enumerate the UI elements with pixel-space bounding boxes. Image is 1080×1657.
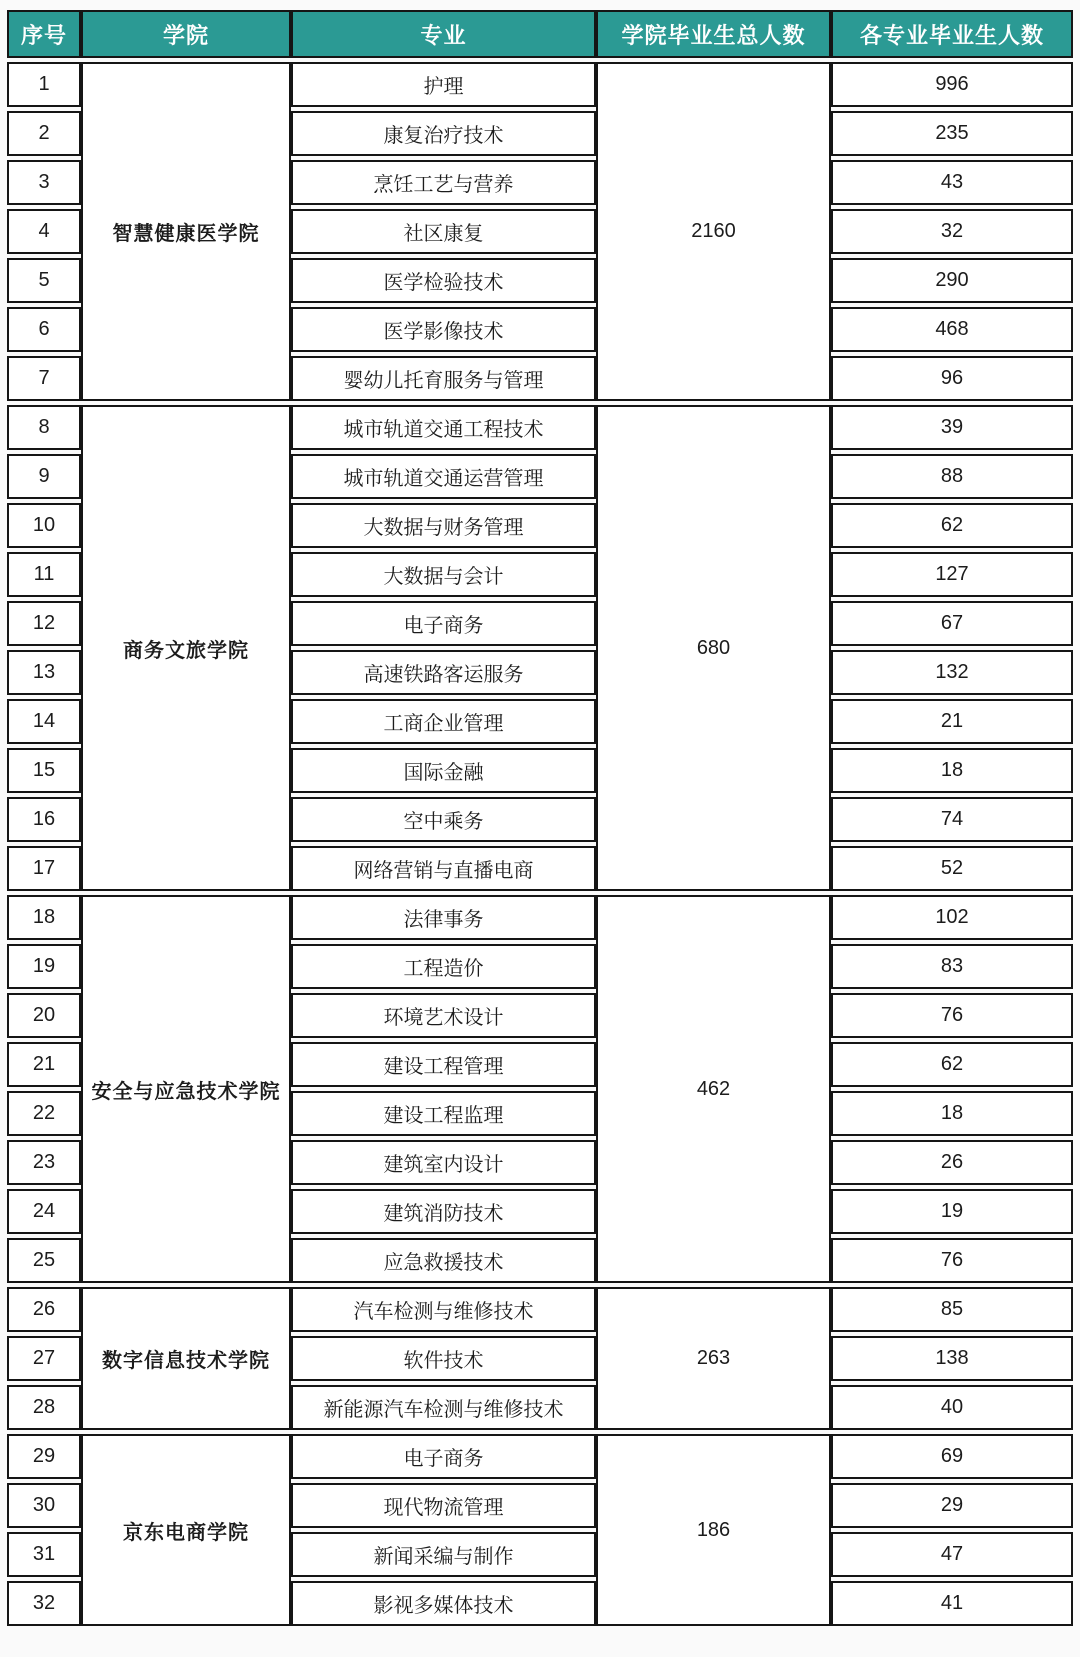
major-cell: 新能源汽车检测与维修技术 (291, 1385, 596, 1430)
major-cell: 护理 (291, 62, 596, 107)
table-row (7, 62, 1073, 107)
major-count-cell: 235 (831, 111, 1073, 156)
major-count-cell: 290 (831, 258, 1073, 303)
row-number-cell: 30 (7, 1483, 81, 1528)
major-count-cell: 47 (831, 1532, 1073, 1577)
row-number-cell: 7 (7, 356, 81, 401)
major-cell: 大数据与财务管理 (291, 503, 596, 548)
row-number-cell: 16 (7, 797, 81, 842)
header-row (7, 10, 1073, 58)
major-count-cell: 18 (831, 1091, 1073, 1136)
major-cell: 空中乘务 (291, 797, 596, 842)
major-cell: 医学检验技术 (291, 258, 596, 303)
row-number-cell: 2 (7, 111, 81, 156)
row-number-cell: 25 (7, 1238, 81, 1283)
header-college: 学院 (81, 10, 291, 58)
row-number-cell: 18 (7, 895, 81, 940)
major-count-cell: 69 (831, 1434, 1073, 1479)
major-cell: 大数据与会计 (291, 552, 596, 597)
major-cell: 高速铁路客运服务 (291, 650, 596, 695)
major-count-cell: 88 (831, 454, 1073, 499)
major-cell: 汽车检测与维修技术 (291, 1287, 596, 1332)
major-cell: 应急救援技术 (291, 1238, 596, 1283)
major-count-cell: 18 (831, 748, 1073, 793)
major-count-cell: 40 (831, 1385, 1073, 1430)
college-total-cell: 263 (596, 1287, 831, 1430)
major-cell: 建设工程监理 (291, 1091, 596, 1136)
major-cell: 社区康复 (291, 209, 596, 254)
table-header (7, 10, 1073, 58)
major-count-cell: 76 (831, 1238, 1073, 1283)
row-number-cell: 3 (7, 160, 81, 205)
major-cell: 城市轨道交通运营管理 (291, 454, 596, 499)
major-count-cell: 19 (831, 1189, 1073, 1234)
major-count-cell: 76 (831, 993, 1073, 1038)
major-count-cell: 83 (831, 944, 1073, 989)
row-number-cell: 11 (7, 552, 81, 597)
major-cell: 建筑室内设计 (291, 1140, 596, 1185)
row-number-cell: 15 (7, 748, 81, 793)
row-number-cell: 10 (7, 503, 81, 548)
row-number-cell: 19 (7, 944, 81, 989)
major-count-cell: 26 (831, 1140, 1073, 1185)
major-count-cell: 32 (831, 209, 1073, 254)
major-count-cell: 41 (831, 1581, 1073, 1626)
row-number-cell: 17 (7, 846, 81, 891)
row-number-cell: 4 (7, 209, 81, 254)
major-cell: 现代物流管理 (291, 1483, 596, 1528)
row-number-cell: 28 (7, 1385, 81, 1430)
major-cell: 影视多媒体技术 (291, 1581, 596, 1626)
college-total-cell: 462 (596, 895, 831, 1283)
major-cell: 烹饪工艺与营养 (291, 160, 596, 205)
row-number-cell: 26 (7, 1287, 81, 1332)
major-count-cell: 52 (831, 846, 1073, 891)
row-number-cell: 27 (7, 1336, 81, 1381)
college-cell: 商务文旅学院 (81, 405, 291, 891)
row-number-cell: 22 (7, 1091, 81, 1136)
table-body (7, 62, 1073, 1626)
major-count-cell: 43 (831, 160, 1073, 205)
major-count-cell: 67 (831, 601, 1073, 646)
major-cell: 新闻采编与制作 (291, 1532, 596, 1577)
row-number-cell: 23 (7, 1140, 81, 1185)
row-number-cell: 24 (7, 1189, 81, 1234)
major-cell: 建设工程管理 (291, 1042, 596, 1087)
major-count-cell: 29 (831, 1483, 1073, 1528)
row-number-cell: 31 (7, 1532, 81, 1577)
table-row (7, 405, 1073, 450)
row-number-cell: 9 (7, 454, 81, 499)
major-count-cell: 21 (831, 699, 1073, 744)
row-number-cell: 8 (7, 405, 81, 450)
header-major: 专业 (291, 10, 596, 58)
table-row (7, 1434, 1073, 1479)
major-cell: 软件技术 (291, 1336, 596, 1381)
major-cell: 环境艺术设计 (291, 993, 596, 1038)
major-count-cell: 85 (831, 1287, 1073, 1332)
major-count-cell: 127 (831, 552, 1073, 597)
college-total-cell: 680 (596, 405, 831, 891)
college-cell: 智慧健康医学院 (81, 62, 291, 401)
major-count-cell: 996 (831, 62, 1073, 107)
college-cell: 安全与应急技术学院 (81, 895, 291, 1283)
major-count-cell: 102 (831, 895, 1073, 940)
row-number-cell: 21 (7, 1042, 81, 1087)
college-cell: 京东电商学院 (81, 1434, 291, 1626)
major-cell: 建筑消防技术 (291, 1189, 596, 1234)
college-total-cell: 2160 (596, 62, 831, 401)
row-number-cell: 5 (7, 258, 81, 303)
major-count-cell: 138 (831, 1336, 1073, 1381)
college-cell: 数字信息技术学院 (81, 1287, 291, 1430)
header-major-count: 各专业毕业生人数 (831, 10, 1073, 58)
major-cell: 网络营销与直播电商 (291, 846, 596, 891)
header-college-total: 学院毕业生总人数 (596, 10, 831, 58)
row-number-cell: 20 (7, 993, 81, 1038)
college-total-cell: 186 (596, 1434, 831, 1626)
major-cell: 电子商务 (291, 601, 596, 646)
row-number-cell: 14 (7, 699, 81, 744)
major-cell: 电子商务 (291, 1434, 596, 1479)
major-cell: 法律事务 (291, 895, 596, 940)
header-no: 序号 (7, 10, 81, 58)
major-cell: 医学影像技术 (291, 307, 596, 352)
major-count-cell: 96 (831, 356, 1073, 401)
major-count-cell: 132 (831, 650, 1073, 695)
table-row (7, 895, 1073, 940)
major-count-cell: 468 (831, 307, 1073, 352)
major-count-cell: 74 (831, 797, 1073, 842)
major-count-cell: 39 (831, 405, 1073, 450)
table-row (7, 1287, 1073, 1332)
major-count-cell: 62 (831, 1042, 1073, 1087)
row-number-cell: 12 (7, 601, 81, 646)
major-count-cell: 62 (831, 503, 1073, 548)
row-number-cell: 29 (7, 1434, 81, 1479)
row-number-cell: 32 (7, 1581, 81, 1626)
major-cell: 城市轨道交通工程技术 (291, 405, 596, 450)
major-cell: 工商企业管理 (291, 699, 596, 744)
major-cell: 婴幼儿托育服务与管理 (291, 356, 596, 401)
major-cell: 国际金融 (291, 748, 596, 793)
row-number-cell: 1 (7, 62, 81, 107)
row-number-cell: 6 (7, 307, 81, 352)
major-cell: 康复治疗技术 (291, 111, 596, 156)
row-number-cell: 13 (7, 650, 81, 695)
graduates-table (7, 6, 1073, 1630)
major-cell: 工程造价 (291, 944, 596, 989)
